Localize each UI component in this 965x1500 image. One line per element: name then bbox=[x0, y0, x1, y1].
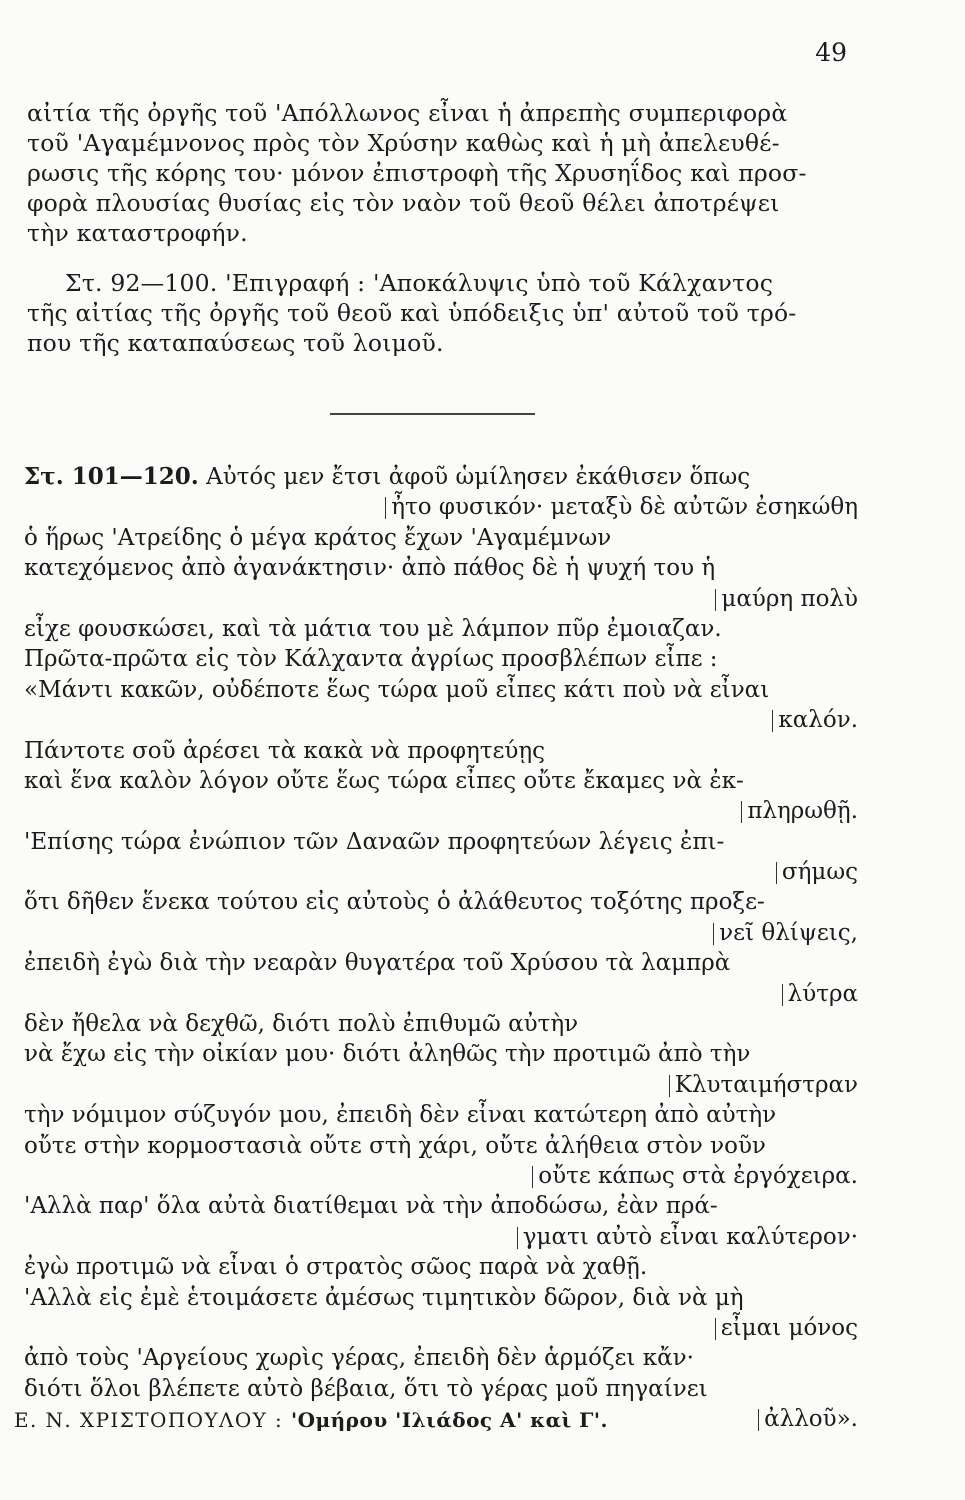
verse-text: νεῖ θλίψεις, bbox=[719, 919, 858, 946]
verse-text: «Μάντι κακῶν, οὐδέποτε ἕως τώρα μοῦ εἶπες κάτι ποὺ νὰ εἶναι bbox=[24, 676, 770, 703]
text-line: που τῆς καταπαύσεως τοῦ λοιμοῦ. bbox=[27, 329, 444, 357]
verse-continuation-line bbox=[24, 918, 874, 948]
verse-continuation-line bbox=[24, 1313, 874, 1343]
verse-text: γματι αὐτὸ εἶναι καλύτερον· bbox=[522, 1223, 858, 1250]
verse-text: ἐπειδὴ ἐγὼ διὰ τὴν νεαρὰν θυγατέρα τοῦ Χρύσου τὰ λαμπρὰ bbox=[24, 950, 731, 977]
verse-line bbox=[24, 523, 874, 553]
verse-line bbox=[24, 736, 874, 766]
text-line: φορὰ πλουσίας θυσίας εἰς τὸν ναὸν τοῦ θεοῦ θέλει ἀποτρέψει bbox=[27, 189, 780, 217]
page-number: 49 bbox=[815, 38, 847, 67]
verse-text: Κλυταιμήστραν bbox=[674, 1071, 858, 1098]
verse-line bbox=[24, 1039, 874, 1069]
continuation-mark bbox=[517, 1227, 519, 1249]
verse-text: Πρῶτα-πρῶτα εἰς τὸν Κάλχαντα ἀγρίως προσβλέπων εἶπε : bbox=[24, 646, 718, 673]
verse-text: δὲν ἤθελα νὰ δεχθῶ, διότι πολὺ ἐπιθυμῶ αὐτὴν bbox=[24, 1011, 579, 1038]
intro-paragraph bbox=[27, 98, 867, 248]
verse-range-heading: Στ. 101—120. bbox=[24, 463, 199, 490]
verse-text: ἦτο φυσικόν· μεταξὺ δὲ αὐτῶν ἐσηκώθη bbox=[391, 494, 858, 521]
verse-line bbox=[24, 887, 874, 917]
continuation-mark bbox=[385, 497, 387, 519]
verse-continuation-line bbox=[24, 796, 874, 826]
verse-text: μαύρη πολὺ bbox=[721, 585, 858, 612]
section-divider bbox=[330, 413, 535, 415]
verse-continuation-line bbox=[24, 857, 874, 887]
verse-text: οὔτε κάπως στὰ ἐργόχειρα. bbox=[538, 1162, 858, 1189]
verse-line bbox=[24, 644, 874, 674]
verse-text: οὔτε στὴν κορμοστασιὰ οὔτε στὴ χάρι, οὔτε ἀλήθεια στὸν νοῦν bbox=[24, 1132, 766, 1159]
verse-text: νὰ ἔχω εἰς τὴν οἰκίαν μου· διότι ἀληθῶς τὴν προτιμῶ ἀπὸ τὴν bbox=[24, 1041, 751, 1068]
verse-text: διότι ὅλοι βλέπετε αὐτὸ βέβαια, ὅτι τὸ γέρας μοῦ πηγαίνει bbox=[24, 1375, 708, 1402]
verse-text: κατεχόμενος ἀπὸ ἀγανάκτησιν· ἀπὸ πάθος δὲ ἡ ψυχή του ἡ bbox=[24, 555, 716, 582]
verse-text: 'Αλλὰ παρ' ὅλα αὐτὰ διατίθεμαι νὰ τὴν ἀποδώσω, ἐὰν πρά- bbox=[24, 1193, 718, 1220]
verse-continuation-line bbox=[24, 1070, 874, 1100]
verse-text: λύτρα bbox=[787, 980, 858, 1007]
verse-text: Αὐτός μεν ἔτσι ἀφοῦ ὡμίλησεν ἐκάθισεν ὅπως bbox=[206, 464, 751, 490]
verse-line bbox=[24, 675, 874, 705]
continuation-mark bbox=[776, 862, 778, 884]
verse-line bbox=[24, 827, 874, 857]
continuation-mark bbox=[669, 1075, 671, 1097]
verse-text: ἐγὼ προτιμῶ νὰ εἶναι ὁ στρατὸς σῶος παρὰ νὰ χαθῇ. bbox=[24, 1254, 648, 1281]
text-line: Στ. 92—100. 'Επιγραφή : 'Αποκάλυψις ὑπὸ τοῦ Κάλχαντος bbox=[65, 269, 774, 297]
verse-text: Πάντοτε σοῦ ἀρέσει τὰ κακὰ νὰ προφητεύῃς bbox=[24, 737, 546, 764]
verse-continuation-line bbox=[24, 979, 874, 1009]
verse-text: εἶμαι μόνος bbox=[720, 1314, 858, 1341]
verse-continuation-line bbox=[24, 584, 874, 614]
verse-text: ἀλλοῦ». bbox=[764, 1406, 858, 1433]
verse-line bbox=[24, 1374, 874, 1404]
continuation-mark bbox=[532, 1166, 534, 1188]
verse-text: ὅτι δῆθεν ἕνεκα τούτου εἰς αὐτοὺς ὁ ἀλάθευτος τοξότης προξε- bbox=[24, 889, 765, 916]
continuation-mark bbox=[758, 1409, 760, 1431]
continuation-mark bbox=[782, 984, 784, 1006]
verse-line bbox=[24, 1100, 874, 1130]
verse-text: 'Επίσης τώρα ἐνώπιον τῶν Δαναῶν προφητεύων λέγεις ἐπι- bbox=[24, 828, 725, 855]
text-line: αἰτία τῆς ὀργῆς τοῦ 'Απόλλωνος εἶναι ἡ ἀπρεπὴς συμπεριφορὰ bbox=[27, 99, 788, 127]
verse-text: πληρωθῇ. bbox=[747, 798, 858, 825]
continuation-mark bbox=[713, 923, 715, 945]
verse-text: ἀπὸ τοὺς 'Αργείους χωρὶς γέρας, ἐπειδὴ δὲν ἁρμόζει κἄν· bbox=[24, 1345, 694, 1372]
verse-line bbox=[24, 766, 874, 796]
text-line: ρωσις τῆς κόρης του· μόνον ἐπιστροφὴ τῆς Χρυσηΐδος καὶ προσ- bbox=[27, 159, 807, 187]
verse-continuation-line bbox=[24, 1161, 874, 1191]
footer-title: 'Ομήρου 'Ιλιάδος Α' καὶ Γ'. bbox=[290, 1408, 608, 1432]
verse-line bbox=[24, 1283, 874, 1313]
continuation-mark bbox=[741, 801, 743, 823]
verse-continuation-line bbox=[24, 1222, 874, 1252]
verse-line bbox=[24, 1009, 874, 1039]
verse-continuation-line bbox=[24, 705, 874, 735]
verse-line bbox=[24, 1131, 874, 1161]
verse-line bbox=[24, 1191, 874, 1221]
verse-text: εἶχε φουσκώσει, καὶ τὰ μάτια του μὲ λάμπον πῦρ ἐμοιαζαν. bbox=[24, 615, 722, 642]
verse-text: καὶ ἕνα καλὸν λόγον οὔτε ἕως τώρα εἶπες οὔτε ἔκαμες νὰ ἐκ- bbox=[24, 767, 744, 794]
text-line: τῆς αἰτίας τῆς ὀργῆς τοῦ θεοῦ καὶ ὑπόδειξις ὑπ' αὐτοῦ τοῦ τρό- bbox=[27, 299, 797, 327]
verse-line bbox=[24, 614, 874, 644]
verse-line bbox=[24, 462, 874, 492]
text-line: τὴν καταστροφήν. bbox=[27, 219, 248, 247]
verse-text: ὁ ἥρως 'Ατρείδης ὁ μέγα κράτος ἔχων 'Αγαμέμνων bbox=[24, 524, 612, 551]
verse-text: 'Αλλὰ εἰς ἐμὲ ἑτοιμάσετε ἀμέσως τιμητικὸν δῶρον, διὰ νὰ μὴ bbox=[24, 1284, 744, 1311]
verse-line bbox=[24, 948, 874, 978]
continuation-mark bbox=[715, 1318, 717, 1340]
text-line: τοῦ 'Αγαμέμνονος πρὸς τὸν Χρύσην καθὼς καὶ ἡ μὴ ἀπελευθέ- bbox=[27, 129, 780, 157]
verse-text: σήμως bbox=[781, 859, 858, 886]
verse-line bbox=[24, 1252, 874, 1282]
continuation-mark bbox=[715, 589, 717, 611]
verse-translation bbox=[24, 462, 874, 1435]
continuation-mark bbox=[772, 710, 774, 732]
footer-author: Ε. Ν. ΧΡΙΣΤΟΠΟΥΛΟΥ : bbox=[14, 1408, 284, 1432]
verse-text: καλόν. bbox=[778, 707, 858, 734]
verse-text: τὴν νόμιμον σύζυγόν μου, ἐπειδὴ δὲν εἶναι κατώτερη ἀπὸ αὐτὴν bbox=[24, 1102, 777, 1129]
epigraph-paragraph bbox=[27, 268, 867, 358]
verse-line bbox=[24, 553, 874, 583]
page-footer bbox=[14, 1408, 608, 1432]
verse-continuation-line bbox=[24, 492, 874, 522]
verse-line bbox=[24, 1343, 874, 1373]
